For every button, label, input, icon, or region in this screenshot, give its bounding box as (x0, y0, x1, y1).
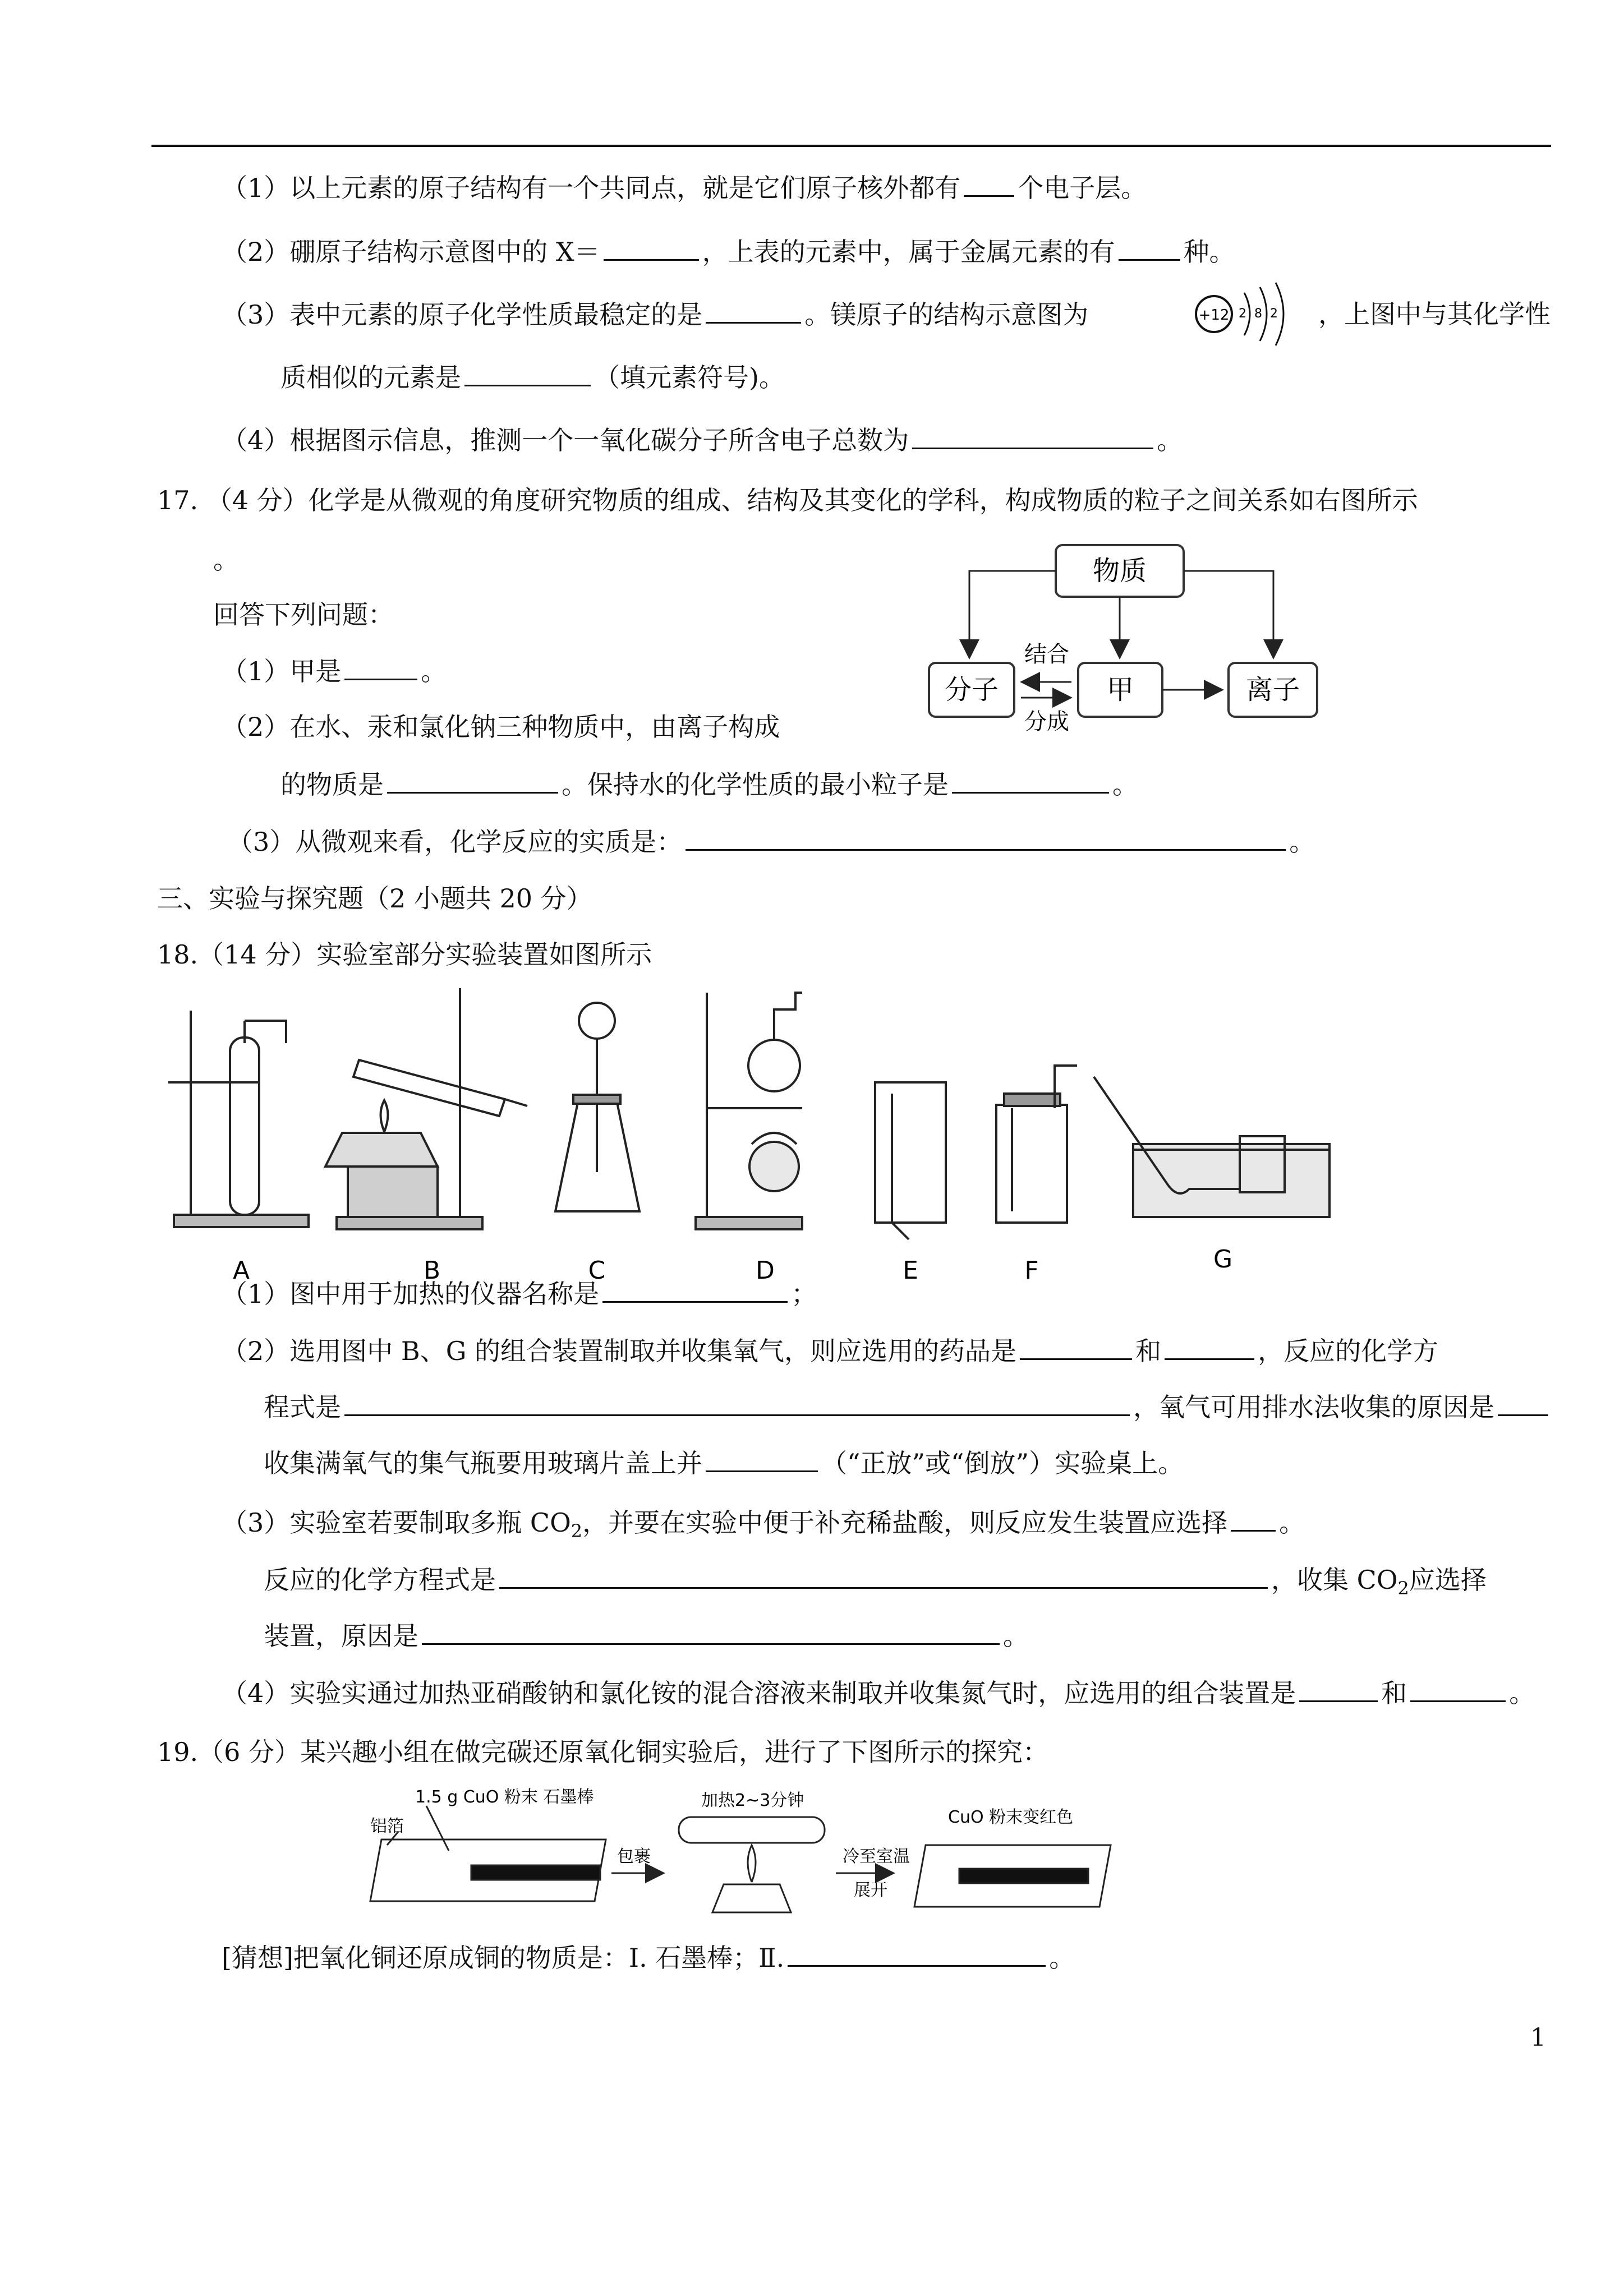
heat-label: 加热2~3分钟 (701, 1791, 804, 1810)
answer-blank[interactable] (912, 423, 1153, 449)
apparatus-e (875, 1082, 946, 1239)
answer-blank[interactable] (706, 297, 801, 324)
q18-part3: （3）实验室若要制取多瓶 $CO_2$，并要在实验中便于补充稀盐酸，则反应发生装置应选择 。 (222, 1505, 1305, 1548)
answer-blank[interactable] (464, 360, 591, 386)
alcohol-lamp (712, 1884, 791, 1912)
q16-part3-cont: ，上图中与其化学性 (1318, 299, 1551, 329)
q18-part3-line2: 反应的化学方程式是 ，收集 $CO_2$应选择 (264, 1562, 1487, 1605)
separate-label: 分成 (1024, 709, 1069, 735)
label-b: B (423, 1256, 441, 1285)
q17-part2-line2: 的物质是 。保持水的化学性质的最小粒子是 。 (280, 767, 1138, 801)
unfold-label: 展开 (854, 1880, 887, 1900)
combine-label: 结合 (1024, 642, 1069, 667)
answer-blank[interactable] (422, 1619, 1000, 1645)
q16-part2: （2）硼原子结构示意图中的 X＝ ，上表的元素中，属于金属元素的有 种。 (222, 234, 1235, 269)
wrap-label: 包裹 (617, 1847, 651, 1866)
jia-label: 甲 (1106, 674, 1134, 706)
q17-part3: （3）从微观来看，化学反应的实质是： 。 (227, 824, 1315, 859)
answer-blank[interactable] (686, 824, 1286, 851)
apparatus-f (996, 1066, 1077, 1223)
powder-label: 1.5 g CuO 粉末 石墨棒 (415, 1787, 594, 1807)
label-f: F (1024, 1256, 1039, 1285)
mg-shell-1: 2 (1239, 307, 1246, 321)
section-three-heading: 三、实验与探究题（2 小题共 20 分） (157, 883, 592, 914)
q16-part3: （3）表中元素的原子化学性质最稳定的是 。镁原子的结构示意图为 (222, 297, 1088, 331)
answer-blank[interactable] (1410, 1676, 1506, 1702)
label-e: E (903, 1256, 918, 1285)
graphite-rod-2 (959, 1869, 1088, 1883)
graphite-rod-1 (471, 1865, 600, 1880)
label-g: G (1213, 1245, 1233, 1274)
q18-part4: （4）实验实通过加热亚硝酸钠和氯化铵的混合溶液来制取并收集氮气时，应选用的组合装置是 和 。 (222, 1676, 1535, 1710)
answer-blank[interactable] (1020, 1334, 1132, 1360)
q18-part2: （2）选用图中 B、G 的组合装置制取并收集氧气，则应选用的药品是 和 ，反应的化学方 (222, 1334, 1438, 1368)
q18-stem: 18.（14 分）实验室部分实验装置如图所示 (157, 939, 652, 970)
q18-part3-line3: 装置，原因是 。 (264, 1619, 1029, 1653)
answer-blank[interactable] (1165, 1334, 1254, 1360)
answer-blank[interactable] (1119, 234, 1180, 261)
label-d: D (756, 1256, 775, 1285)
answer-blank[interactable] (964, 170, 1014, 197)
answer-blank[interactable] (1498, 1390, 1548, 1416)
page-number: 1 (1530, 2023, 1546, 2052)
answer-blank[interactable] (604, 234, 699, 261)
q17-answer-prompt: 回答下列问题： (213, 600, 394, 630)
q19-guess: [猜想]把氧化铜还原成铜的物质是：Ⅰ. 石墨棒；Ⅱ. 。 (222, 1940, 1075, 1975)
mg-shell-2: 8 (1254, 307, 1262, 321)
foil-label: 铝箔 (370, 1816, 404, 1836)
header-rule (151, 145, 1551, 147)
carbon-reduction-experiment-figure (365, 1783, 1128, 1924)
result-label: CuO 粉末变红色 (948, 1808, 1074, 1827)
lab-apparatus-figure (168, 976, 1346, 1290)
molecule-label: 分子 (944, 674, 999, 706)
label-a: A (232, 1256, 250, 1285)
substance-label: 物质 (1092, 555, 1147, 587)
ion-label: 离子 (1245, 674, 1300, 706)
answer-blank[interactable] (1231, 1505, 1276, 1532)
cool-label: 冷至室温 (843, 1847, 910, 1866)
answer-blank[interactable] (788, 1940, 1046, 1967)
answer-blank[interactable] (952, 767, 1109, 794)
answer-blank[interactable] (602, 1276, 788, 1303)
mg-shell-3: 2 (1270, 307, 1278, 321)
apparatus-a (168, 1011, 309, 1227)
answer-blank[interactable] (387, 767, 558, 794)
q16-part4: （4）根据图示信息，推测一个一氧化碳分子所含电子总数为 。 (222, 423, 1183, 457)
mg-nucleus-label: +12 (1198, 307, 1230, 324)
answer-blank[interactable] (344, 654, 417, 680)
q18-part1: （1）图中用于加热的仪器名称是 ； (222, 1276, 817, 1311)
q16-part3-line2: 质相似的元素是 （填元素符号)。 (280, 360, 785, 394)
q19-stem: 19.（6 分）某兴趣小组在做完碳还原氧化铜实验后，进行了下图所示的探究： (157, 1737, 1049, 1767)
q17-stem-end: 。 (213, 545, 239, 575)
foil-roll (679, 1817, 825, 1843)
q17-part2: （2）在水、汞和氯化钠三种物质中，由离子构成 (222, 712, 780, 742)
answer-blank[interactable] (1299, 1676, 1378, 1702)
q18-part2-line2: 程式是 ，氧气可用排水法收集的原因是 (264, 1390, 1552, 1424)
apparatus-d (696, 993, 802, 1229)
apparatus-g (1094, 1077, 1329, 1217)
answer-blank[interactable] (344, 1390, 1130, 1416)
q16-part1: （1）以上元素的原子结构有一个共同点，就是它们原子核外都有 个电子层。 (222, 170, 1147, 205)
apparatus-c (555, 1003, 640, 1211)
particle-relationship-diagram (920, 538, 1324, 735)
mg-atom-structure-diagram (1189, 280, 1296, 348)
answer-blank[interactable] (706, 1446, 818, 1472)
label-c: C (588, 1256, 606, 1285)
q17-part1: （1）甲是 。 (222, 654, 447, 688)
answer-blank[interactable] (499, 1562, 1268, 1589)
apparatus-b (325, 988, 527, 1229)
q17-stem: 17. （4 分）化学是从微观的角度研究物质的组成、结构及其变化的学科，构成物质的粒子之间关系如右图所示 (157, 485, 1418, 515)
q18-part2-line3: 收集满氧气的集气瓶要用玻璃片盖上并 （“正放”或“倒放”）实验桌上。 (264, 1446, 1184, 1480)
